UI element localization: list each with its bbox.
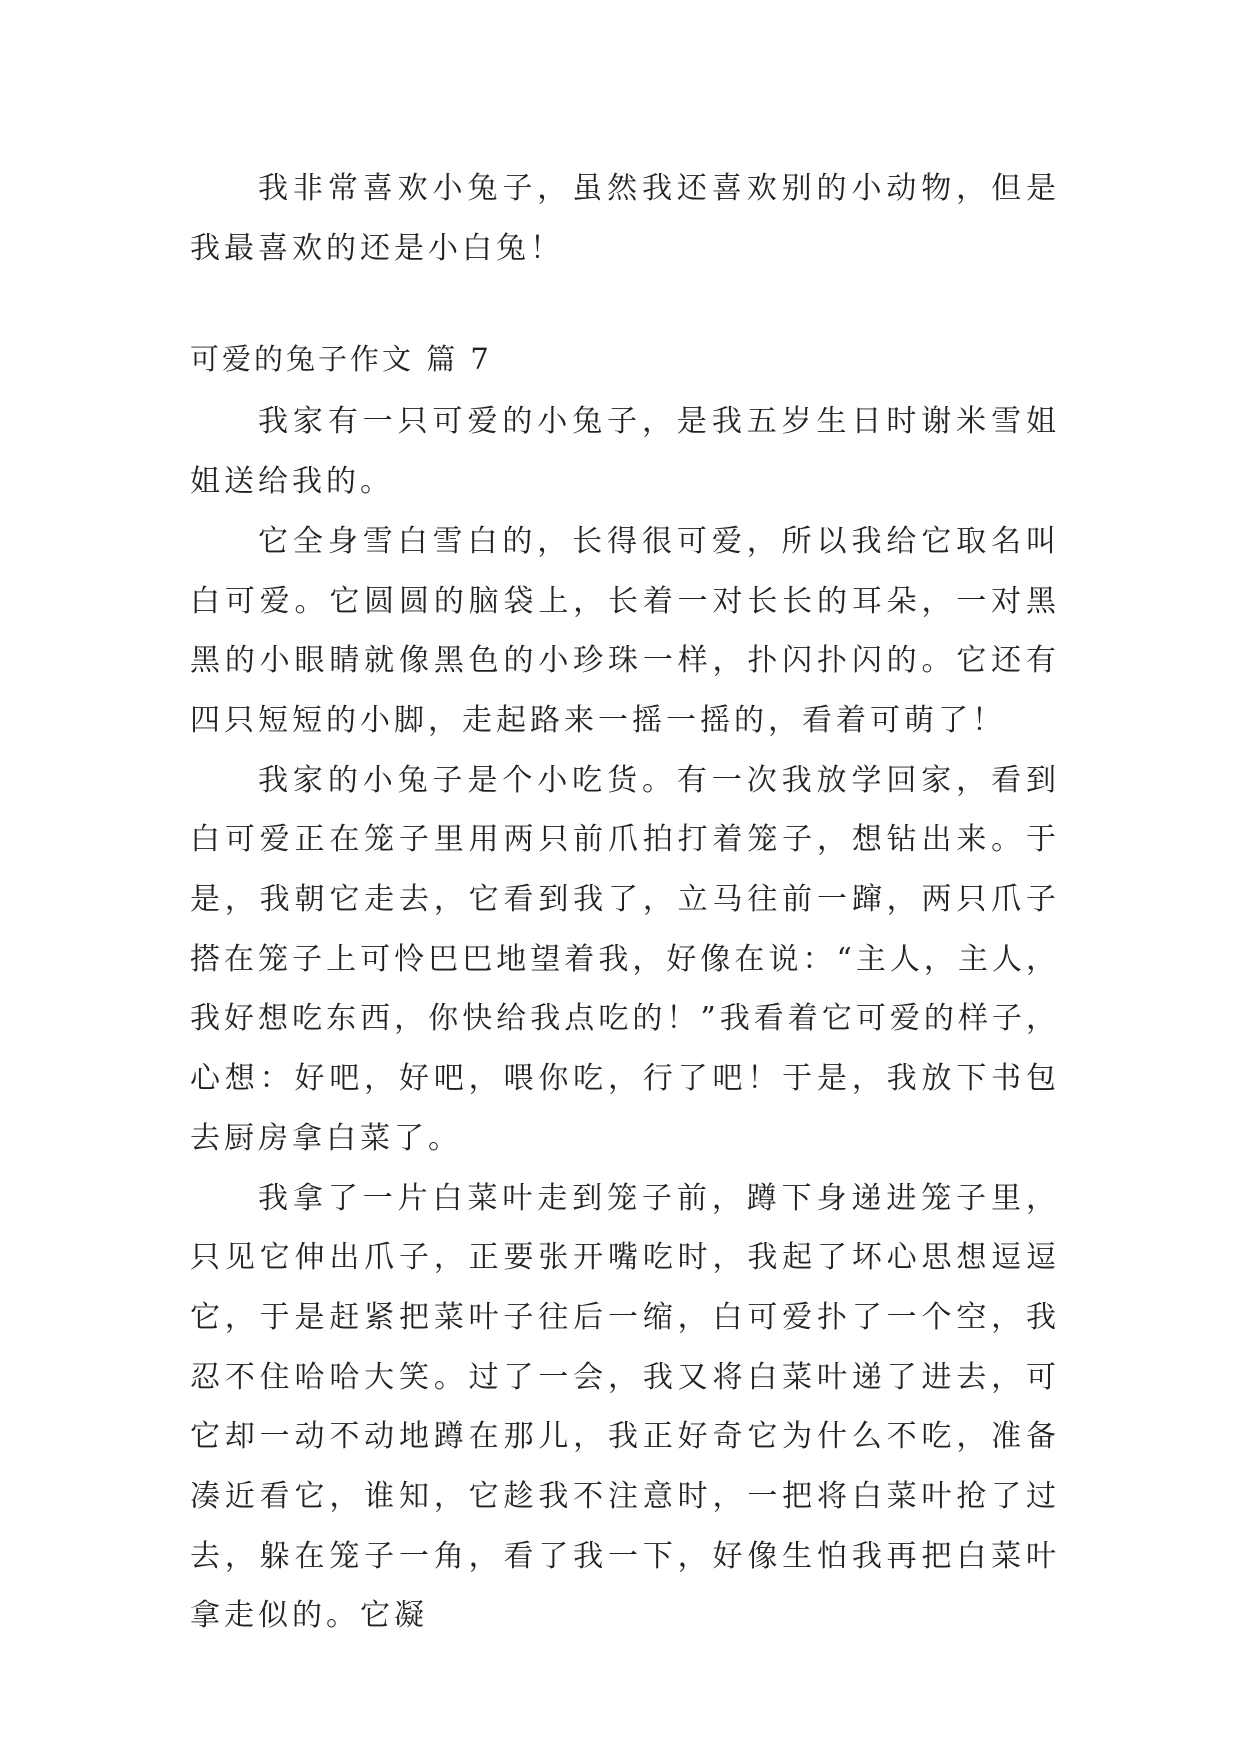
paragraph-4: 我拿了一片白菜叶走到笼子前，蹲下身递进笼子里，只见它伸出爪子，正要张开嘴吃时，我起了坏心思想逗逗它，于是赶紧把菜叶子往后一缩，白可爱扑了一个空，我忍不住哈哈大笑。过了一会，我又将白菜叶递了进去，可它却一动不动地蹲在那儿，我正好奇它为什么不吃，准备凑近看它，谁知，它趁我不注意时，一把将白菜叶抢了过去，躲在笼子一角，看了我一下，好像生怕我再把白菜叶拿走似的。它凝 (190, 1180, 1060, 1634)
paragraph-3: 我家的小兔子是个小吃货。有一次我放学回家，看到白可爱正在笼子里用两只前爪拍打着笼子，想钻出来。于是，我朝它走去，它看到我了，立马往前一蹿，两只爪子搭在笼子上可怜巴巴地望着我，好像在说：“主人，主人，我好想吃东西，你快给我点吃的！”我看着它可爱的样子，心想：好吧，好吧，喂你吃，行了吧！于是，我放下书包去厨房拿白菜了。 (190, 762, 1060, 1156)
paragraph-intro: 我非常喜欢小兔子，虽然我还喜欢别的小动物，但是我最喜欢的还是小白兔！ (190, 171, 1060, 266)
section-spacer (190, 278, 1060, 331)
document-body (190, 159, 1060, 1646)
paragraph-1: 我家有一只可爱的小兔子，是我五岁生日时谢米雪姐姐送给我的。 (190, 404, 1060, 500)
paragraph-2: 它全身雪白雪白的，长得很可爱，所以我给它取名叫白可爱。它圆圆的脑袋上，长着一对长长的耳朵，一对黑黑的小眼睛就像黑色的小珍珠一样，扑闪扑闪的。它还有四只短短的小脚，走起路来一摇一摇的，看着可萌了！ (190, 523, 1060, 738)
section-title: 可爱的兔子作文 篇 7 (190, 342, 492, 377)
